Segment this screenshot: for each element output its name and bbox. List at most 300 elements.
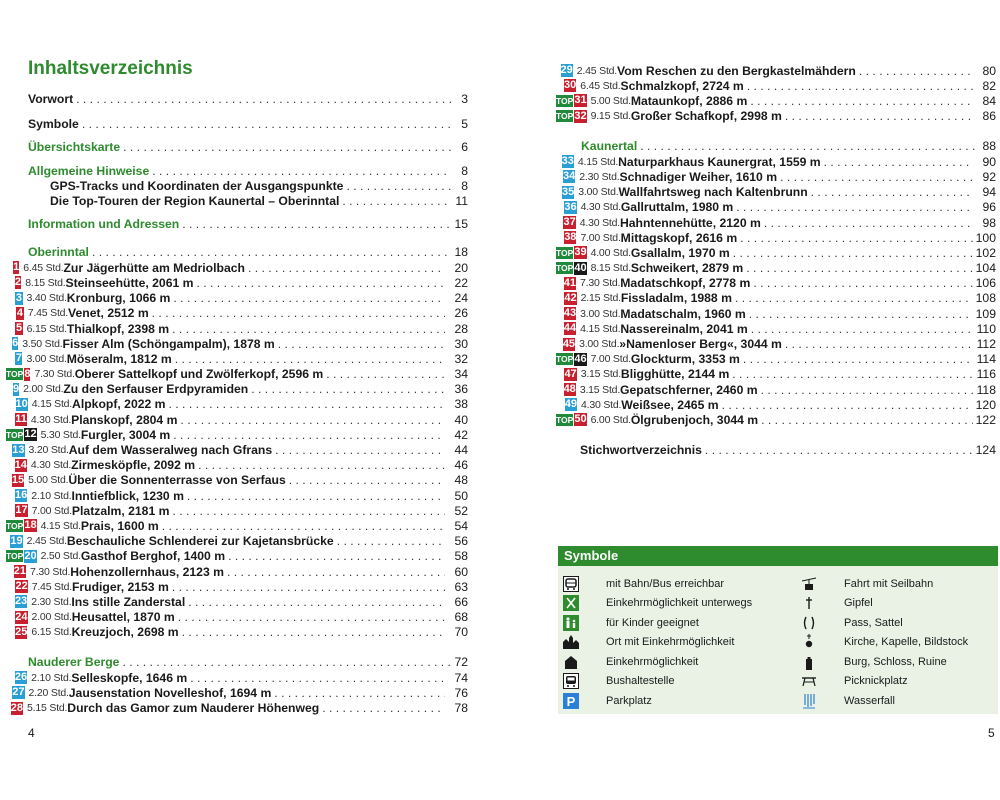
tour-page: 78 bbox=[454, 701, 468, 716]
dot-leader bbox=[722, 398, 973, 412]
symbol-legend bbox=[558, 546, 998, 714]
tour-page: 116 bbox=[976, 367, 996, 382]
dot-leader bbox=[227, 565, 445, 579]
tour-duration: 6.45 Std. bbox=[23, 261, 64, 274]
dot-leader bbox=[180, 413, 445, 427]
tour-duration: 6.15 Std. bbox=[26, 322, 67, 335]
dot-leader bbox=[289, 473, 445, 487]
tour-title: Selleskopfe, 1646 m bbox=[71, 670, 188, 685]
tour-title: Naturparkhaus Kaunergrat, 1559 m bbox=[618, 154, 821, 169]
tour-entry[interactable] bbox=[6, 382, 468, 397]
dot-leader bbox=[274, 686, 445, 700]
legend-row bbox=[558, 633, 998, 653]
tour-number-badge: 33 bbox=[561, 155, 574, 168]
church-icon bbox=[798, 634, 820, 650]
legend-label: Burg, Schloss, Ruine bbox=[844, 655, 947, 668]
legend-grid bbox=[558, 566, 998, 711]
tour-entry[interactable] bbox=[6, 488, 468, 503]
tour-title: Schweikert, 2879 m bbox=[630, 261, 744, 276]
tour-title: Kronburg, 1066 m bbox=[66, 291, 171, 306]
tour-page: 82 bbox=[982, 78, 996, 93]
tour-entry[interactable] bbox=[6, 594, 468, 609]
tour-title: Ins stille Zanderstal bbox=[71, 594, 186, 609]
tour-page: 56 bbox=[454, 534, 468, 549]
dot-leader bbox=[172, 504, 445, 518]
toc-entry-page: 72 bbox=[454, 655, 468, 669]
top-tour-badge: TOP bbox=[556, 414, 574, 425]
toc-entry-page: 8 bbox=[461, 178, 468, 193]
tour-number-badge: 9 bbox=[12, 382, 20, 395]
dot-leader bbox=[811, 185, 973, 199]
tour-entry[interactable] bbox=[6, 610, 468, 625]
tour-entry[interactable] bbox=[6, 549, 468, 564]
tour-entry[interactable] bbox=[556, 63, 996, 78]
tour-page: 120 bbox=[975, 397, 996, 412]
tour-entry[interactable] bbox=[6, 397, 468, 412]
tour-title: Bligghütte, 2144 m bbox=[620, 367, 730, 382]
top-tour-badge: TOP bbox=[556, 95, 574, 106]
tour-duration: 3.40 Std. bbox=[26, 292, 67, 305]
toc-entry-page: 88 bbox=[982, 139, 996, 153]
tour-entry[interactable] bbox=[556, 154, 996, 169]
dot-leader bbox=[278, 337, 445, 351]
dot-leader bbox=[228, 549, 445, 563]
tour-duration: 7.45 Std. bbox=[31, 580, 72, 593]
tour-title: Schnadiger Weiher, 1610 m bbox=[619, 169, 778, 184]
toc-entry[interactable] bbox=[581, 139, 996, 154]
tour-title: Mataunkopf, 2886 m bbox=[630, 93, 748, 108]
tour-page: 112 bbox=[976, 337, 996, 352]
dot-leader bbox=[337, 534, 445, 548]
tour-number-badge: 19 bbox=[10, 534, 23, 547]
dot-leader bbox=[248, 261, 445, 275]
tour-title: Steinseehütte, 2061 m bbox=[65, 275, 194, 290]
tour-title: Gallruttalm, 1980 m bbox=[620, 200, 734, 215]
toc-entry-title: Kaunertal bbox=[581, 139, 638, 153]
tour-title: »Namenloser Berg«, 3044 m bbox=[619, 337, 782, 352]
tour-title: Beschauliche Schlenderei zur Kajetansbrücke bbox=[66, 534, 334, 549]
legend-title: Symbole bbox=[558, 546, 998, 566]
legend-row bbox=[558, 574, 998, 594]
top-tour-badge: TOP bbox=[6, 520, 24, 531]
dot-leader bbox=[76, 92, 451, 107]
dot-leader bbox=[346, 179, 451, 194]
tour-page: 114 bbox=[976, 352, 996, 367]
dot-leader bbox=[152, 164, 451, 179]
tour-title: Gasthof Berghof, 1400 m bbox=[80, 549, 226, 564]
tour-number-badge: 17 bbox=[15, 504, 28, 517]
tour-entry[interactable] bbox=[556, 276, 996, 291]
summit-cross-icon bbox=[798, 595, 820, 611]
tour-number-badge: 40 bbox=[574, 261, 587, 274]
tour-entry[interactable] bbox=[6, 306, 468, 321]
tour-entry[interactable] bbox=[556, 78, 996, 93]
tour-entry[interactable] bbox=[6, 291, 468, 306]
tour-entry[interactable] bbox=[556, 169, 996, 184]
reschen-tours-list bbox=[556, 63, 996, 124]
tour-duration: 5.00 Std. bbox=[590, 94, 631, 107]
picnic-icon bbox=[798, 673, 820, 689]
tour-duration: 4.15 Std. bbox=[31, 398, 73, 411]
tour-entry[interactable] bbox=[6, 503, 468, 518]
tour-entry[interactable] bbox=[556, 321, 996, 336]
dot-leader bbox=[275, 443, 445, 457]
tour-title: Fissladalm, 1988 m bbox=[620, 291, 732, 306]
dot-leader bbox=[198, 458, 445, 472]
tour-page: 110 bbox=[976, 321, 996, 336]
tour-page: 100 bbox=[975, 230, 996, 245]
toc-entry-page: 8 bbox=[461, 163, 468, 178]
tour-number-badge: 39 bbox=[574, 246, 587, 259]
legend-label: Bushaltestelle bbox=[606, 675, 675, 688]
tour-page: 46 bbox=[454, 458, 468, 473]
tour-entry[interactable] bbox=[556, 93, 996, 108]
tour-entry[interactable] bbox=[6, 275, 468, 290]
dot-leader bbox=[322, 701, 445, 715]
tour-number-badge: 3 bbox=[15, 291, 23, 304]
tour-number-badge: 15 bbox=[11, 473, 25, 486]
tour-page: 94 bbox=[982, 185, 996, 200]
tour-page: 98 bbox=[982, 215, 996, 230]
tour-title: Thialkopf, 2398 m bbox=[66, 321, 170, 336]
tour-number-badge: 2 bbox=[14, 276, 22, 289]
toc-entry-page: 15 bbox=[454, 217, 468, 232]
tour-number-badge: 21 bbox=[13, 565, 26, 578]
tour-number-badge: 49 bbox=[564, 398, 578, 411]
tour-duration: 2.00 Std. bbox=[23, 383, 64, 396]
dot-leader bbox=[743, 352, 973, 366]
toc-entry-title: Symbole bbox=[28, 117, 79, 132]
village-icon bbox=[560, 634, 582, 650]
tour-duration: 7.30 Std. bbox=[29, 565, 71, 578]
dot-leader bbox=[190, 671, 445, 685]
tour-title: Auf dem Wasseralweg nach Gfrans bbox=[68, 443, 273, 458]
legend-row bbox=[558, 594, 998, 614]
tour-number-badge: 10 bbox=[15, 397, 28, 410]
tour-title: Weißsee, 2465 m bbox=[621, 397, 719, 412]
tour-page: 36 bbox=[454, 382, 468, 397]
legend-label: Einkehrmöglichkeit unterwegs bbox=[606, 597, 753, 610]
tour-entry[interactable] bbox=[6, 458, 468, 473]
tour-number-badge: 37 bbox=[563, 216, 576, 229]
oberinntal-section bbox=[6, 245, 468, 640]
tour-page: 48 bbox=[454, 473, 468, 488]
tour-entry[interactable] bbox=[6, 534, 468, 549]
tour-title: Zu den Serfauser Erdpyramiden bbox=[63, 382, 249, 397]
tour-duration: 4.30 Std. bbox=[30, 459, 72, 472]
tour-entry[interactable] bbox=[556, 412, 996, 427]
tour-title: Alpkopf, 2022 m bbox=[72, 397, 166, 412]
tour-page: 104 bbox=[975, 261, 996, 276]
dot-leader bbox=[824, 155, 973, 169]
tour-title: Jausenstation Novelleshof, 1694 m bbox=[68, 685, 272, 700]
tour-page: 109 bbox=[975, 306, 996, 321]
tour-duration: 7.30 Std. bbox=[34, 368, 75, 381]
tour-entry[interactable] bbox=[6, 442, 468, 457]
tour-entry[interactable] bbox=[6, 351, 468, 366]
cable-car-icon bbox=[798, 576, 820, 592]
tour-number-badge: 5 bbox=[15, 322, 23, 335]
toc-entry[interactable] bbox=[28, 194, 468, 209]
tour-page: 54 bbox=[454, 518, 468, 533]
dot-leader bbox=[753, 276, 972, 290]
dot-leader bbox=[732, 367, 973, 381]
tour-entry[interactable] bbox=[556, 382, 996, 397]
dot-leader bbox=[187, 489, 445, 503]
dot-leader bbox=[785, 109, 973, 123]
tour-number-badge: 4 bbox=[16, 306, 23, 319]
tour-title: Venet, 2512 m bbox=[68, 306, 149, 321]
tour-entry[interactable] bbox=[6, 518, 468, 533]
legend-label: Gipfel bbox=[844, 597, 873, 610]
tour-entry[interactable] bbox=[556, 200, 996, 215]
tour-number-badge: 27 bbox=[12, 686, 25, 699]
tour-page: 24 bbox=[454, 291, 469, 306]
tour-page: 30 bbox=[454, 336, 468, 351]
tour-number-badge: 38 bbox=[564, 231, 577, 244]
toc-entry[interactable] bbox=[28, 245, 468, 260]
hut-icon bbox=[560, 654, 582, 670]
tour-duration: 3.00 Std. bbox=[26, 352, 67, 365]
tour-duration: 5.15 Std. bbox=[27, 702, 68, 715]
tour-page: 68 bbox=[454, 610, 468, 625]
tour-duration: 8.15 Std. bbox=[590, 262, 631, 275]
tour-duration: 7.00 Std. bbox=[580, 231, 621, 244]
tour-title: Zirmesköpfle, 2092 m bbox=[71, 458, 196, 473]
tour-title: Hahntennehütte, 2120 m bbox=[619, 215, 761, 230]
dot-leader bbox=[761, 413, 973, 427]
tour-entry[interactable] bbox=[6, 685, 468, 700]
tour-title: Planskopf, 2804 m bbox=[71, 412, 178, 427]
dot-leader bbox=[178, 610, 445, 624]
tour-title: Schmalzkopf, 2724 m bbox=[620, 78, 744, 93]
dot-leader bbox=[172, 322, 445, 336]
tour-duration: 2.15 Std. bbox=[580, 292, 621, 305]
toc-entry[interactable] bbox=[28, 655, 468, 670]
castle-icon bbox=[798, 654, 820, 670]
dot-leader bbox=[123, 140, 451, 155]
tour-duration: 6.45 Std. bbox=[580, 79, 621, 92]
tour-duration: 6.00 Std. bbox=[590, 413, 631, 426]
dot-leader bbox=[740, 231, 972, 245]
tour-number-badge: 14 bbox=[14, 458, 27, 471]
toc-entry[interactable] bbox=[28, 92, 468, 107]
tour-entry[interactable] bbox=[556, 367, 996, 382]
kaunertal-section bbox=[556, 139, 996, 428]
tour-number-badge: 50 bbox=[574, 413, 587, 426]
tour-entry[interactable] bbox=[6, 367, 468, 382]
legend-row bbox=[558, 613, 998, 633]
toc-entry[interactable] bbox=[28, 117, 468, 132]
train-bus-icon bbox=[560, 576, 582, 592]
tour-title: Oberer Sattelkopf und Zwölferkopf, 2596 m bbox=[74, 367, 324, 382]
tour-entry[interactable] bbox=[6, 336, 468, 351]
tour-duration: 4.30 Std. bbox=[580, 201, 621, 214]
tour-page: 86 bbox=[982, 109, 996, 124]
tour-title: Kreuzjoch, 2698 m bbox=[71, 625, 179, 640]
tour-entry[interactable] bbox=[556, 185, 996, 200]
tour-duration: 7.30 Std. bbox=[580, 277, 621, 290]
dot-leader bbox=[761, 383, 973, 397]
toc-entry-title: Allgemeine Hinweise bbox=[28, 163, 150, 178]
legend-label: Wasserfall bbox=[844, 694, 895, 707]
tour-title: Nassereinalm, 2041 m bbox=[620, 321, 748, 336]
dot-leader bbox=[326, 367, 445, 381]
tour-number-badge: 30 bbox=[564, 79, 577, 92]
top-tour-badge: TOP bbox=[556, 354, 574, 365]
tour-duration: 7.00 Std. bbox=[31, 504, 72, 517]
top-tour-badge: TOP bbox=[6, 369, 24, 380]
tour-entry[interactable] bbox=[556, 215, 996, 230]
tour-duration: 2.10 Std. bbox=[31, 671, 72, 684]
tour-page: 74 bbox=[454, 670, 468, 685]
tour-title: Platzalm, 2181 m bbox=[71, 503, 170, 518]
dot-leader bbox=[749, 307, 973, 321]
toc-entry-title: GPS-Tracks und Koordinaten der Ausgangspunkte bbox=[50, 178, 344, 193]
tour-page: 60 bbox=[454, 564, 468, 579]
dot-leader bbox=[735, 291, 973, 305]
tour-number-badge: 34 bbox=[562, 170, 576, 183]
tour-number-badge: 18 bbox=[24, 519, 37, 532]
tour-entry[interactable] bbox=[6, 625, 468, 640]
tour-title: Ölgrubenjoch, 3044 m bbox=[630, 412, 759, 427]
tour-page: 42 bbox=[454, 427, 468, 442]
tour-duration: 4.00 Std. bbox=[590, 246, 631, 259]
tour-duration: 6.15 Std. bbox=[31, 626, 72, 639]
tour-page: 92 bbox=[982, 169, 996, 184]
tour-title: Inntiefblick, 1230 m bbox=[71, 488, 184, 503]
dot-leader bbox=[785, 337, 973, 351]
tour-number-badge: 22 bbox=[15, 580, 28, 593]
page-title: Inhaltsverzeichnis bbox=[28, 58, 193, 79]
tour-entry[interactable] bbox=[556, 230, 996, 245]
tour-entry[interactable] bbox=[6, 670, 468, 685]
toc-entry[interactable] bbox=[580, 443, 996, 458]
tour-duration: 3.20 Std. bbox=[28, 444, 69, 457]
tour-number-badge: 7 bbox=[15, 352, 22, 365]
dot-leader bbox=[175, 352, 445, 366]
tour-title: Hohenzollernhaus, 2123 m bbox=[70, 564, 224, 579]
tour-number-badge: 35 bbox=[562, 185, 575, 198]
toc-entry[interactable] bbox=[28, 217, 468, 232]
nauderer-section bbox=[6, 655, 468, 716]
tour-entry[interactable] bbox=[556, 336, 996, 351]
tour-page: 102 bbox=[975, 245, 996, 260]
tour-duration: 3.00 Std. bbox=[578, 186, 619, 199]
front-matter-list bbox=[28, 92, 468, 232]
dot-leader bbox=[82, 117, 451, 132]
tour-entry[interactable] bbox=[6, 579, 468, 594]
dot-leader bbox=[92, 245, 451, 260]
tour-entry[interactable] bbox=[6, 701, 468, 716]
pass-icon bbox=[798, 615, 820, 631]
tour-entry[interactable] bbox=[6, 473, 468, 488]
dot-leader bbox=[780, 170, 973, 184]
tour-page: 106 bbox=[975, 276, 996, 291]
tour-number-badge: 47 bbox=[564, 367, 577, 380]
dot-leader bbox=[188, 595, 445, 609]
bus-stop-icon bbox=[560, 673, 582, 689]
top-tour-badge: TOP bbox=[6, 429, 24, 440]
dot-leader bbox=[733, 246, 973, 260]
tour-entry[interactable] bbox=[556, 291, 996, 306]
toc-entry[interactable] bbox=[28, 140, 468, 155]
tour-entry[interactable] bbox=[556, 397, 996, 412]
dot-leader bbox=[172, 580, 445, 594]
tour-entry[interactable] bbox=[6, 564, 468, 579]
index-entry bbox=[580, 443, 996, 458]
tour-entry[interactable] bbox=[6, 412, 468, 427]
tour-duration: 2.20 Std. bbox=[28, 686, 69, 699]
tour-title: Über die Sonnenterrasse von Serfaus bbox=[68, 473, 286, 488]
tour-entry[interactable] bbox=[556, 352, 996, 367]
tour-number-badge: 29 bbox=[560, 64, 573, 77]
tour-title: Zur Jägerhütte am Medriolbach bbox=[63, 260, 245, 275]
tour-entry[interactable] bbox=[6, 427, 468, 442]
dot-leader bbox=[122, 655, 451, 670]
tour-duration: 5.00 Std. bbox=[28, 474, 69, 487]
legend-label: Parkplatz bbox=[606, 694, 652, 707]
dot-leader bbox=[736, 200, 973, 214]
tour-entry[interactable] bbox=[6, 321, 468, 336]
tour-number-badge: 48 bbox=[563, 383, 576, 396]
tour-duration: 5.30 Std. bbox=[40, 428, 81, 441]
dot-leader bbox=[152, 306, 445, 320]
dot-leader bbox=[196, 276, 445, 290]
tour-title: Madatschkopf, 2778 m bbox=[620, 276, 751, 291]
tour-number-badge: 45 bbox=[562, 337, 576, 350]
tour-entry[interactable] bbox=[556, 306, 996, 321]
tour-page: 50 bbox=[454, 488, 468, 503]
tour-title: Gsallalm, 1970 m bbox=[630, 245, 730, 260]
tour-page: 52 bbox=[454, 503, 468, 518]
toc-entry[interactable] bbox=[28, 164, 468, 179]
food-on-route-icon bbox=[560, 595, 582, 611]
tour-number-badge: 11 bbox=[15, 413, 27, 426]
tour-entry[interactable] bbox=[556, 261, 996, 276]
tour-title: Gepatschferner, 2460 m bbox=[620, 382, 758, 397]
toc-entry-title: Stichwortverzeichnis bbox=[580, 443, 702, 457]
tour-title: Heusattel, 1870 m bbox=[71, 610, 175, 625]
tour-page: 84 bbox=[982, 93, 996, 108]
dot-leader bbox=[173, 291, 445, 305]
tour-number-badge: 36 bbox=[564, 200, 577, 213]
toc-entry-page: 6 bbox=[461, 140, 468, 155]
tour-entry[interactable] bbox=[556, 245, 996, 260]
tour-title: Großer Schafkopf, 2998 m bbox=[630, 109, 782, 124]
dot-leader bbox=[640, 139, 979, 154]
page-number-left: 4 bbox=[28, 726, 35, 740]
legend-row bbox=[558, 652, 998, 672]
tour-page: 96 bbox=[982, 200, 996, 215]
tour-number-badge: 43 bbox=[563, 307, 577, 320]
tour-page: 20 bbox=[454, 260, 468, 275]
tour-number-badge: 32 bbox=[574, 109, 587, 122]
toc-entry-title: Information und Adressen bbox=[28, 217, 180, 232]
tour-entry[interactable] bbox=[556, 109, 996, 124]
dot-leader bbox=[342, 194, 451, 209]
dot-leader bbox=[750, 94, 973, 108]
tour-title: Mittagskopf, 2616 m bbox=[620, 230, 738, 245]
tour-title: Durch das Gamor zum Nauderer Höhenweg bbox=[67, 701, 320, 716]
legend-label: Einkehrmöglichkeit bbox=[606, 655, 699, 668]
tour-number-badge: 25 bbox=[15, 625, 28, 638]
tour-number-badge: 26 bbox=[14, 671, 28, 684]
tour-duration: 2.45 Std. bbox=[26, 535, 67, 548]
tour-duration: 2.30 Std. bbox=[579, 170, 620, 183]
tour-entry[interactable] bbox=[6, 260, 468, 275]
toc-entry[interactable] bbox=[28, 179, 468, 194]
